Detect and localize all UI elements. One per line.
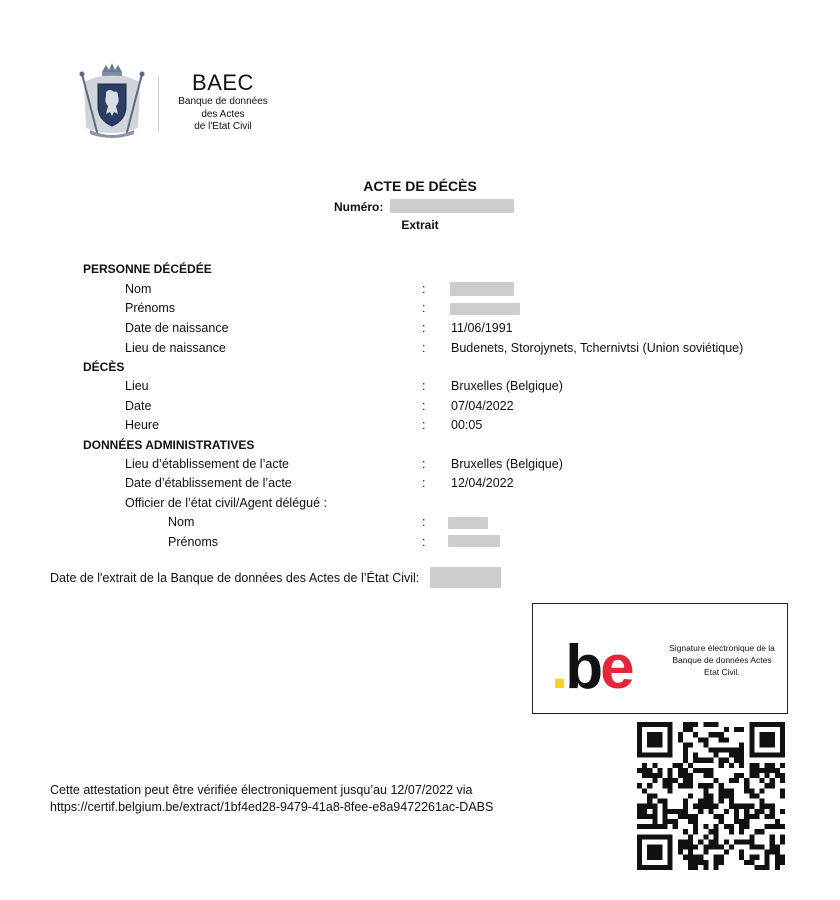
field-label-lieu-etablissement: Lieu d’établissement de l’acte (125, 457, 289, 471)
verification-line: Cette attestation peut être vérifiée électroniquement jusqu’au 12/07/2022 via (50, 783, 473, 797)
signature-text-line: Banque de données Actes (672, 655, 772, 665)
numero-label: Numéro: (334, 200, 384, 214)
electronic-signature-box (532, 603, 788, 714)
belgian-coat-of-arms-icon (76, 62, 148, 140)
field-colon: : (422, 379, 426, 393)
section-heading-person: PERSONNE DÉCÉDÉE (83, 262, 212, 276)
redacted-numero (390, 199, 514, 213)
field-colon: : (422, 535, 426, 549)
redacted-prenoms (450, 303, 520, 315)
logo-subtitle (168, 96, 278, 134)
field-value-date-etablissement: 12/04/2022 (451, 476, 514, 490)
logo-subtitle-line: de l'Etat Civil (194, 121, 252, 132)
field-label-heure: Heure (125, 418, 160, 432)
verification-qr-code (637, 722, 785, 870)
field-label-date-etablissement: Date d’établissement de l’acte (125, 476, 292, 490)
redacted-officier-prenoms (448, 535, 500, 547)
logo-subtitle-line: Banque de données (178, 96, 268, 107)
field-colon: : (422, 282, 426, 296)
signature-text (663, 642, 781, 678)
field-colon: : (422, 399, 426, 413)
signature-text-line: Signature électronique de la (669, 643, 775, 653)
field-label-officier-prenoms: Prénoms (168, 535, 219, 549)
field-value-date-deces: 07/04/2022 (451, 399, 514, 413)
logo-divider (158, 76, 159, 132)
logo-title: BAEC (192, 70, 254, 95)
signature-text-line: Etat Civil. (704, 667, 740, 677)
document-title: ACTE DE DÉCÈS (363, 178, 477, 194)
field-colon: : (422, 476, 426, 490)
field-label-officier: Officier de l’état civil/Agent délégué : (125, 496, 327, 510)
field-label-date-deces: Date (125, 399, 152, 413)
document-subtitle: Extrait (401, 218, 439, 232)
redacted-nom (450, 282, 514, 296)
field-colon: : (422, 321, 426, 335)
field-colon: : (422, 341, 426, 355)
field-colon: : (422, 457, 426, 471)
field-colon: : (422, 418, 426, 432)
section-heading-death: DÉCÈS (83, 360, 125, 374)
field-label-date-naissance: Date de naissance (125, 321, 229, 335)
field-value-lieu-etablissement: Bruxelles (Belgique) (451, 457, 563, 471)
baec-logo (76, 62, 276, 142)
field-value-date-naissance: 11/06/1991 (451, 321, 513, 335)
verification-note (50, 782, 493, 816)
section-heading-admin: DONNÉES ADMINISTRATIVES (83, 438, 255, 452)
logo-subtitle-line: des Actes (201, 108, 245, 120)
field-value-lieu-deces: Bruxelles (Belgique) (451, 379, 563, 393)
field-label-lieu-naissance: Lieu de naissance (125, 341, 226, 355)
field-value-lieu-naissance: Budenets, Storojynets, Tchernivtsi (Union soviétique) (451, 341, 744, 355)
field-label-lieu-deces: Lieu (125, 379, 149, 393)
field-colon: : (422, 515, 426, 529)
field-label-prenoms: Prénoms (125, 301, 176, 315)
field-value-heure: 00:05 (451, 418, 483, 432)
field-label-officier-nom: Nom (168, 515, 195, 529)
redacted-officier-nom (448, 517, 488, 529)
redacted-extract-date (430, 567, 501, 588)
field-label-nom: Nom (125, 282, 152, 296)
be-logo (551, 626, 649, 702)
be-logo-text: .be (551, 633, 632, 702)
verification-url: https://certif.belgium.be/extract/1bf4ed28-9479-41a8-8fee-e8a9472261ac-DABS (50, 800, 494, 814)
field-colon: : (422, 301, 426, 315)
extract-date-label: Date de l'extrait de la Banque de données des Actes de l’État Civil: (50, 571, 420, 585)
